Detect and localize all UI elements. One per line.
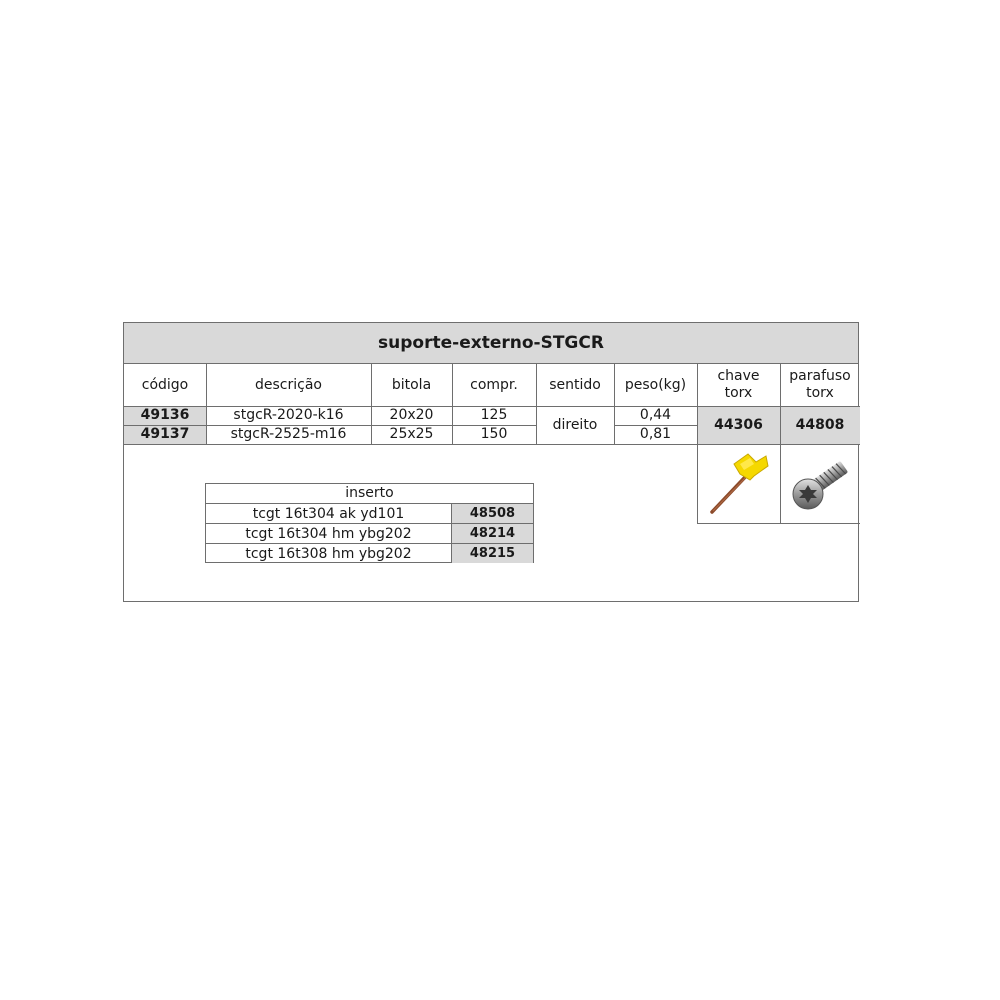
grid-line bbox=[124, 406, 860, 407]
inserto-desc: tcgt 16t308 hm ybg202 bbox=[206, 544, 452, 563]
inserto-code: 48215 bbox=[452, 544, 533, 563]
table-title: suporte-externo-STGCR bbox=[124, 323, 858, 364]
header-peso: peso(kg) bbox=[624, 376, 687, 393]
torx-key-icon bbox=[704, 450, 774, 518]
row1-peso: 0,44 bbox=[639, 407, 672, 424]
header-bitola: bitola bbox=[391, 376, 432, 393]
header-parafuso-line2: torx bbox=[806, 385, 834, 401]
table-row bbox=[206, 524, 533, 544]
row1-codigo: 49136 bbox=[124, 406, 206, 425]
header-compr: compr. bbox=[470, 376, 518, 393]
row1-bitola: 20x20 bbox=[389, 407, 434, 424]
parafuso-torx-image bbox=[781, 445, 860, 523]
inserto-header: inserto bbox=[206, 484, 533, 504]
header-chave-line2: torx bbox=[724, 385, 753, 401]
inserto-code: 48508 bbox=[452, 504, 533, 523]
grid-line bbox=[614, 425, 697, 426]
row1-compr: 125 bbox=[480, 407, 508, 424]
chave-torx-code: 44306 bbox=[697, 406, 780, 444]
torx-screw-icon bbox=[786, 450, 856, 518]
header-chave-torx bbox=[697, 364, 780, 406]
row2-peso: 0,81 bbox=[639, 426, 672, 443]
inserto-desc: tcgt 16t304 hm ybg202 bbox=[206, 524, 452, 543]
parafuso-torx-code: 44808 bbox=[780, 406, 860, 444]
grid-line bbox=[614, 364, 615, 444]
grid-line bbox=[452, 364, 453, 444]
grid-line bbox=[536, 364, 537, 444]
chave-torx-image bbox=[698, 445, 780, 523]
row1-descricao: stgcR-2020-k16 bbox=[233, 407, 344, 424]
header-parafuso-torx bbox=[780, 364, 860, 406]
row2-compr: 150 bbox=[480, 426, 508, 443]
sentido-value: direito bbox=[552, 416, 598, 433]
grid-line bbox=[697, 523, 860, 524]
product-table bbox=[123, 322, 859, 602]
header-sentido: sentido bbox=[549, 376, 601, 393]
inserto-desc: tcgt 16t304 ak yd101 bbox=[206, 504, 452, 523]
header-descricao: descrição bbox=[255, 376, 322, 393]
header-parafuso-line1: parafuso bbox=[789, 368, 851, 385]
inserto-code: 48214 bbox=[452, 524, 533, 543]
row2-descricao: stgcR-2525-m16 bbox=[230, 426, 347, 443]
header-chave-line1: chave bbox=[717, 368, 760, 385]
grid-line bbox=[371, 364, 372, 444]
grid-line bbox=[124, 425, 536, 426]
table-row bbox=[206, 544, 533, 563]
row2-codigo: 49137 bbox=[124, 425, 206, 444]
header-codigo: código bbox=[141, 376, 189, 393]
grid-line bbox=[206, 364, 207, 444]
inserto-table bbox=[205, 483, 534, 563]
table-row bbox=[206, 504, 533, 524]
row2-bitola: 25x25 bbox=[389, 426, 434, 443]
